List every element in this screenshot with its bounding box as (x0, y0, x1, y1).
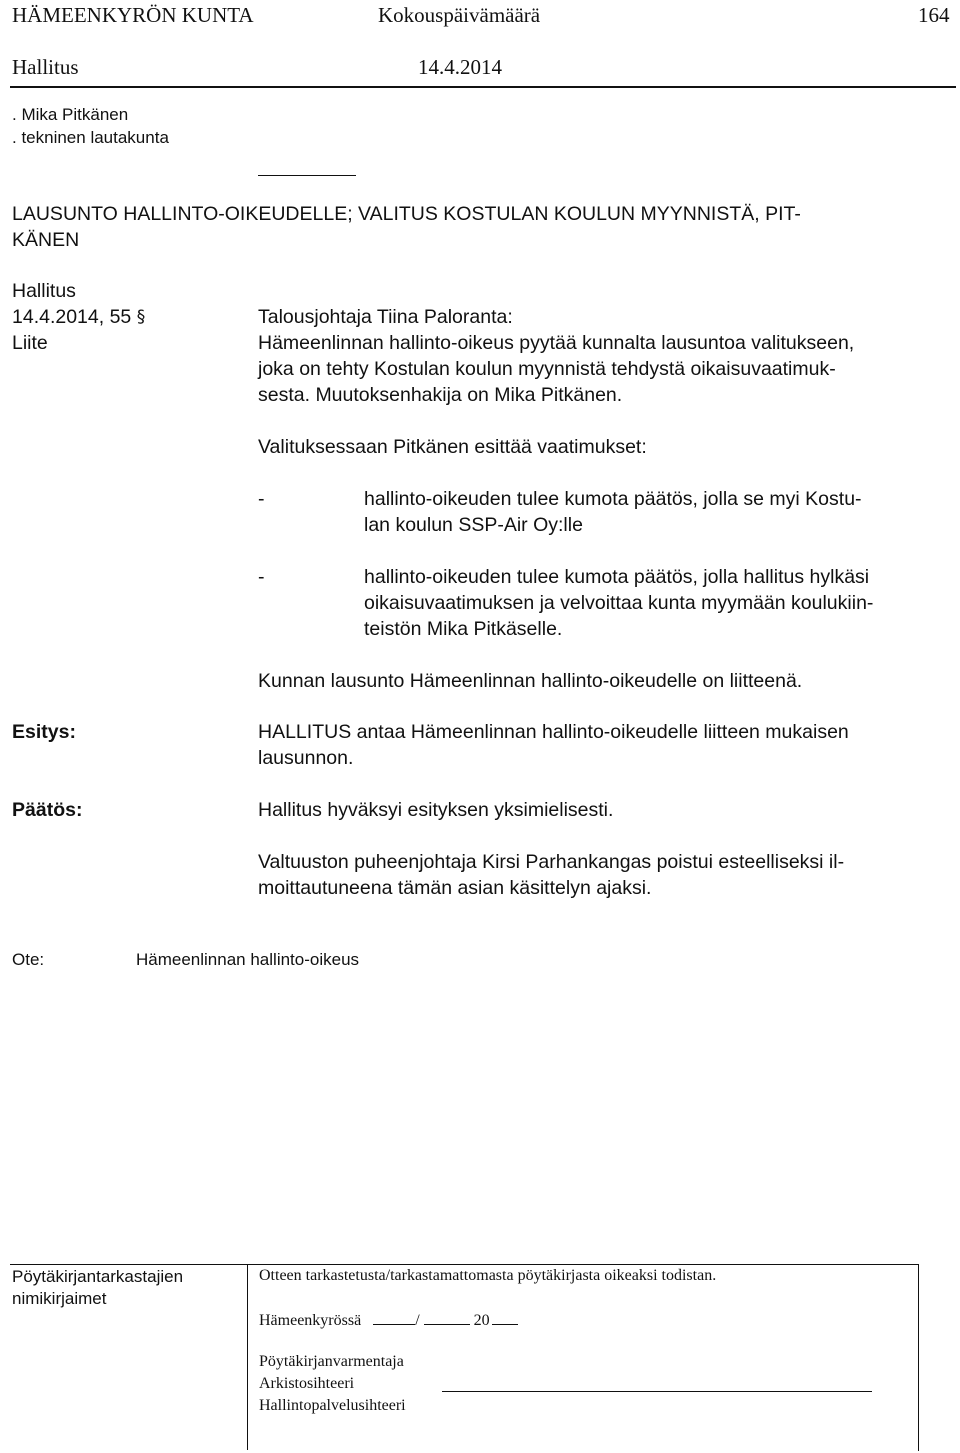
intro-line-3: sesta. Muutoksenhakija on Mika Pitkänen. (258, 384, 623, 406)
intro-line-1: Hämeenlinnan hallinto-oikeus pyytää kunnalta lausuntoa valitukseen, (258, 332, 855, 354)
presenter: Talousjohtaja Tiina Paloranta: (258, 306, 513, 328)
statement-note: Kunnan lausunto Hämeenlinnan hallinto-oikeudelle on liitteenä. (258, 670, 803, 692)
signer-unit: Hallintopalvelusihteeri (259, 1397, 406, 1414)
date-slash: / (415, 1312, 420, 1329)
attachment-label: Liite (12, 332, 48, 354)
footer-left-line-1: Pöytäkirjantarkastajien (12, 1267, 184, 1286)
day-blank (373, 1310, 415, 1325)
footer-left-line-2: nimikirjaimet (12, 1289, 107, 1308)
place-date-line (259, 1310, 518, 1330)
excerpt-recipient: Hämeenlinnan hallinto-oikeus (136, 950, 360, 969)
month-blank (424, 1310, 470, 1325)
place-name: Hämeenkyrössä (259, 1312, 362, 1329)
header-body: Hallitus (12, 55, 79, 79)
claim-1-line-2: lan koulun SSP-Air Oy:lle (364, 514, 583, 536)
excerpt-label: Ote: (12, 950, 45, 969)
decision-label: Päätös: (12, 799, 83, 821)
signature-line (442, 1391, 872, 1392)
certification-text: Otteen tarkastetusta/tarkastamattomasta pöytäkirjasta oikeaksi todistan. (259, 1267, 717, 1284)
claim-2-bullet: - (258, 566, 265, 588)
claim-2-line-2: oikaisuvaatimuksen ja velvoittaa kunta myymään koulukiin- (364, 592, 874, 614)
header-date: 14.4.2014 (418, 55, 502, 79)
meta-section-ref (12, 304, 151, 330)
meta-body: Hallitus (12, 280, 76, 302)
org-name: HÄMEENKYRÖN KUNTA (12, 3, 254, 27)
claim-1-bullet: - (258, 488, 265, 510)
claim-1-line-1: hallinto-oikeuden tulee kumota päätös, jolla se myi Kostu- (364, 488, 862, 510)
chair-note-line-1: Valtuuston puheenjohtaja Kirsi Parhankangas poistui esteelliseksi il- (258, 851, 845, 873)
signer-role: Arkistosihteeri (259, 1375, 355, 1392)
year-blank (492, 1310, 518, 1325)
intro-line-2: joka on tehty Kostulan koulun myynnistä tehdystä oikaisuvaatimuk- (258, 358, 836, 380)
header-rule (10, 86, 956, 88)
page-number: 164 (918, 3, 950, 27)
item-title-line-2: KÄNEN (12, 229, 80, 251)
decision-text: Hallitus hyväksyi esityksen yksimielisesti. (258, 799, 614, 821)
footer-box (10, 1264, 919, 1451)
claim-2-line-3: teistön Mika Pitkäselle. (364, 618, 563, 640)
recipient-2: . tekninen lautakunta (12, 128, 169, 147)
claims-intro: Valituksessaan Pitkänen esittää vaatimukset: (258, 436, 647, 458)
chair-note-line-2: moittautuneena tämän asian käsittelyn ajaksi. (258, 877, 652, 899)
signer-title: Pöytäkirjanvarmentaja (259, 1353, 404, 1370)
claim-2-line-1: hallinto-oikeuden tulee kumota päätös, jolla hallitus hylkäsi (364, 566, 870, 588)
footer-divider (247, 1264, 248, 1450)
separator-line (258, 175, 356, 176)
item-title-line-1: LAUSUNTO HALLINTO-OIKEUDELLE; VALITUS KOSTULAN KOULUN MYYNNISTÄ, PIT- (12, 203, 801, 225)
section-ref-text: 14.4.2014, 55 (12, 306, 132, 328)
proposal-label: Esitys: (12, 721, 76, 743)
doc-type: Kokouspäivämäärä (378, 3, 541, 27)
recipient-1: . Mika Pitkänen (12, 105, 129, 124)
proposal-line-2: lausunnon. (258, 747, 354, 769)
year-prefix: 20 (473, 1312, 490, 1329)
proposal-line-1: HALLITUS antaa Hämeenlinnan hallinto-oikeudelle liitteen mukaisen (258, 721, 849, 743)
paragraph-sign-icon: § (136, 307, 146, 327)
